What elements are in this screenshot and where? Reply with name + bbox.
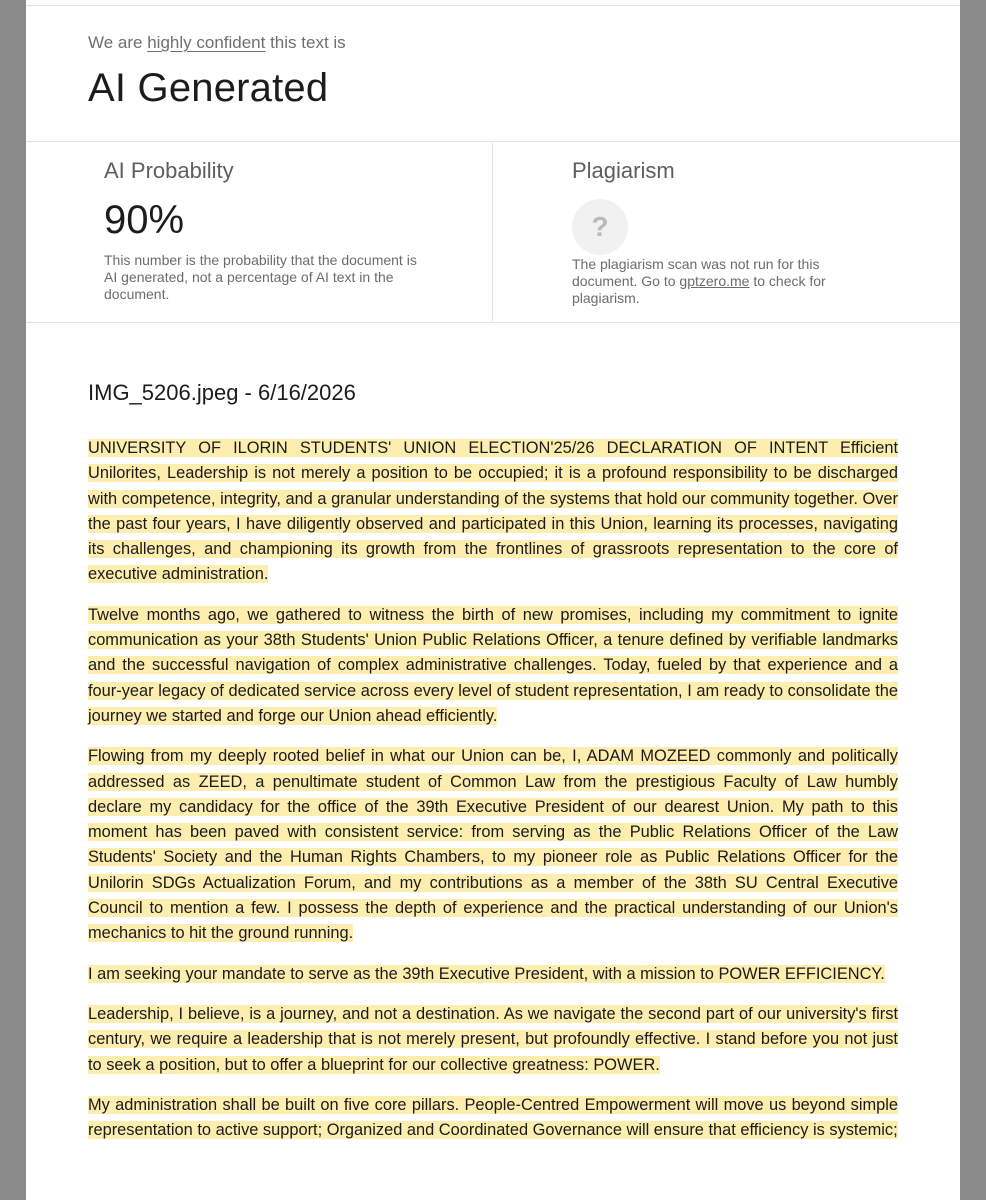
highlighted-text: UNIVERSITY OF ILORIN STUDENTS' UNION ELECTION'25/26 DECLARATION OF INTENT Efficient Unilorites, Leadership is not merely a position to be occupied; it is a profound responsibility to be discharged with competence, integrity, and a granular understanding of the systems that hold our community together. Over the past four years, I have diligently observed and participated in this Union, learning its processes, navigating its challenges, and championing its growth from the frontlines of grassroots representation to the core of executive administration. (88, 439, 898, 584)
plagiarism-note (572, 256, 862, 307)
plagiarism-title: Plagiarism (572, 158, 675, 183)
top-divider (26, 5, 960, 6)
document-title: IMG_5206.jpeg - 6/16/2026 (88, 380, 356, 405)
card-divider (492, 142, 493, 322)
highlighted-text: Flowing from my deeply rooted belief in what our Union can be, I, ADAM MOZEED commonly and politically addressed as ZEED, a penultimate student of Common Law from the prestigious Faculty of Law humbly declare my candidacy for the office of the 39th Executive President of our dearest Union. My path to this moment has been paved with consistent service: from serving as the Public Relations Officer of the Law Students' Society and the Human Rights Chambers, to my pioneer role as Public Relations Officer for the Unilorin SDGs Actualization Forum, and my contributions as a member of the 38th SU Central Executive Council to mention a few. I possess the depth of experience and the practical understanding of our Union's mechanics to hit the ground running. (88, 747, 898, 943)
section-divider (26, 322, 960, 323)
plagiarism-note-suffix: to check for plagiarism. (572, 273, 826, 306)
results-panel (26, 0, 960, 1200)
document-paragraph (88, 962, 898, 987)
document-paragraph (88, 603, 898, 729)
document-paragraph (88, 744, 898, 946)
confidence-statement (88, 33, 346, 53)
ai-probability-title: AI Probability (104, 158, 234, 183)
confidence-level-link[interactable]: highly confident (147, 33, 266, 52)
confidence-suffix: this text is (265, 33, 346, 52)
question-mark-icon: ? (572, 199, 628, 255)
highlighted-text: Leadership, I believe, is a journey, and not a destination. As we navigate the second part of our university's first century, we require a leadership that is not merely present, but profoundly effective. I stand before you not just to seek a position, but to offer a blueprint for our collective greatness: POWER. (88, 1004, 898, 1074)
document-body (88, 436, 898, 1158)
verdict-section (88, 33, 346, 111)
highlighted-text: I am seeking your mandate to serve as the 39th Executive President, with a mission to POWER EFFICIENCY. (88, 964, 885, 983)
highlighted-text: My administration shall be built on five core pillars. People-Centred Empowerment will move us beyond simple representation to active support; Organized and Coordinated Governance will ensure that efficiency is systemic; (88, 1095, 898, 1140)
document-paragraph (88, 1093, 898, 1144)
document-paragraph (88, 1002, 898, 1078)
gptzero-link[interactable]: gptzero.me (679, 273, 750, 289)
verdict-label: AI Generated (88, 66, 329, 110)
plagiarism-note-prefix: The plagiarism scan was not run for this document. Go to (572, 256, 820, 289)
ai-probability-note: This number is the probability that the document is AI generated, not a percentage of AI text in the document. (104, 252, 417, 302)
highlighted-text: Twelve months ago, we gathered to witness the birth of new promises, including my commitment to ignite communication as your 38th Students' Union Public Relations Officer, a tenure defined by verifiable landmarks and the successful navigation of complex administrative challenges. Today, fueled by that experience and a four-year legacy of dedicated service across every level of student representation, I am ready to consolidate the journey we started and forge our Union ahead efficiently. (88, 605, 898, 725)
document-paragraph (88, 436, 898, 588)
ai-probability-value: 90% (104, 198, 185, 242)
section-divider (26, 141, 960, 142)
confidence-prefix: We are (88, 33, 148, 52)
